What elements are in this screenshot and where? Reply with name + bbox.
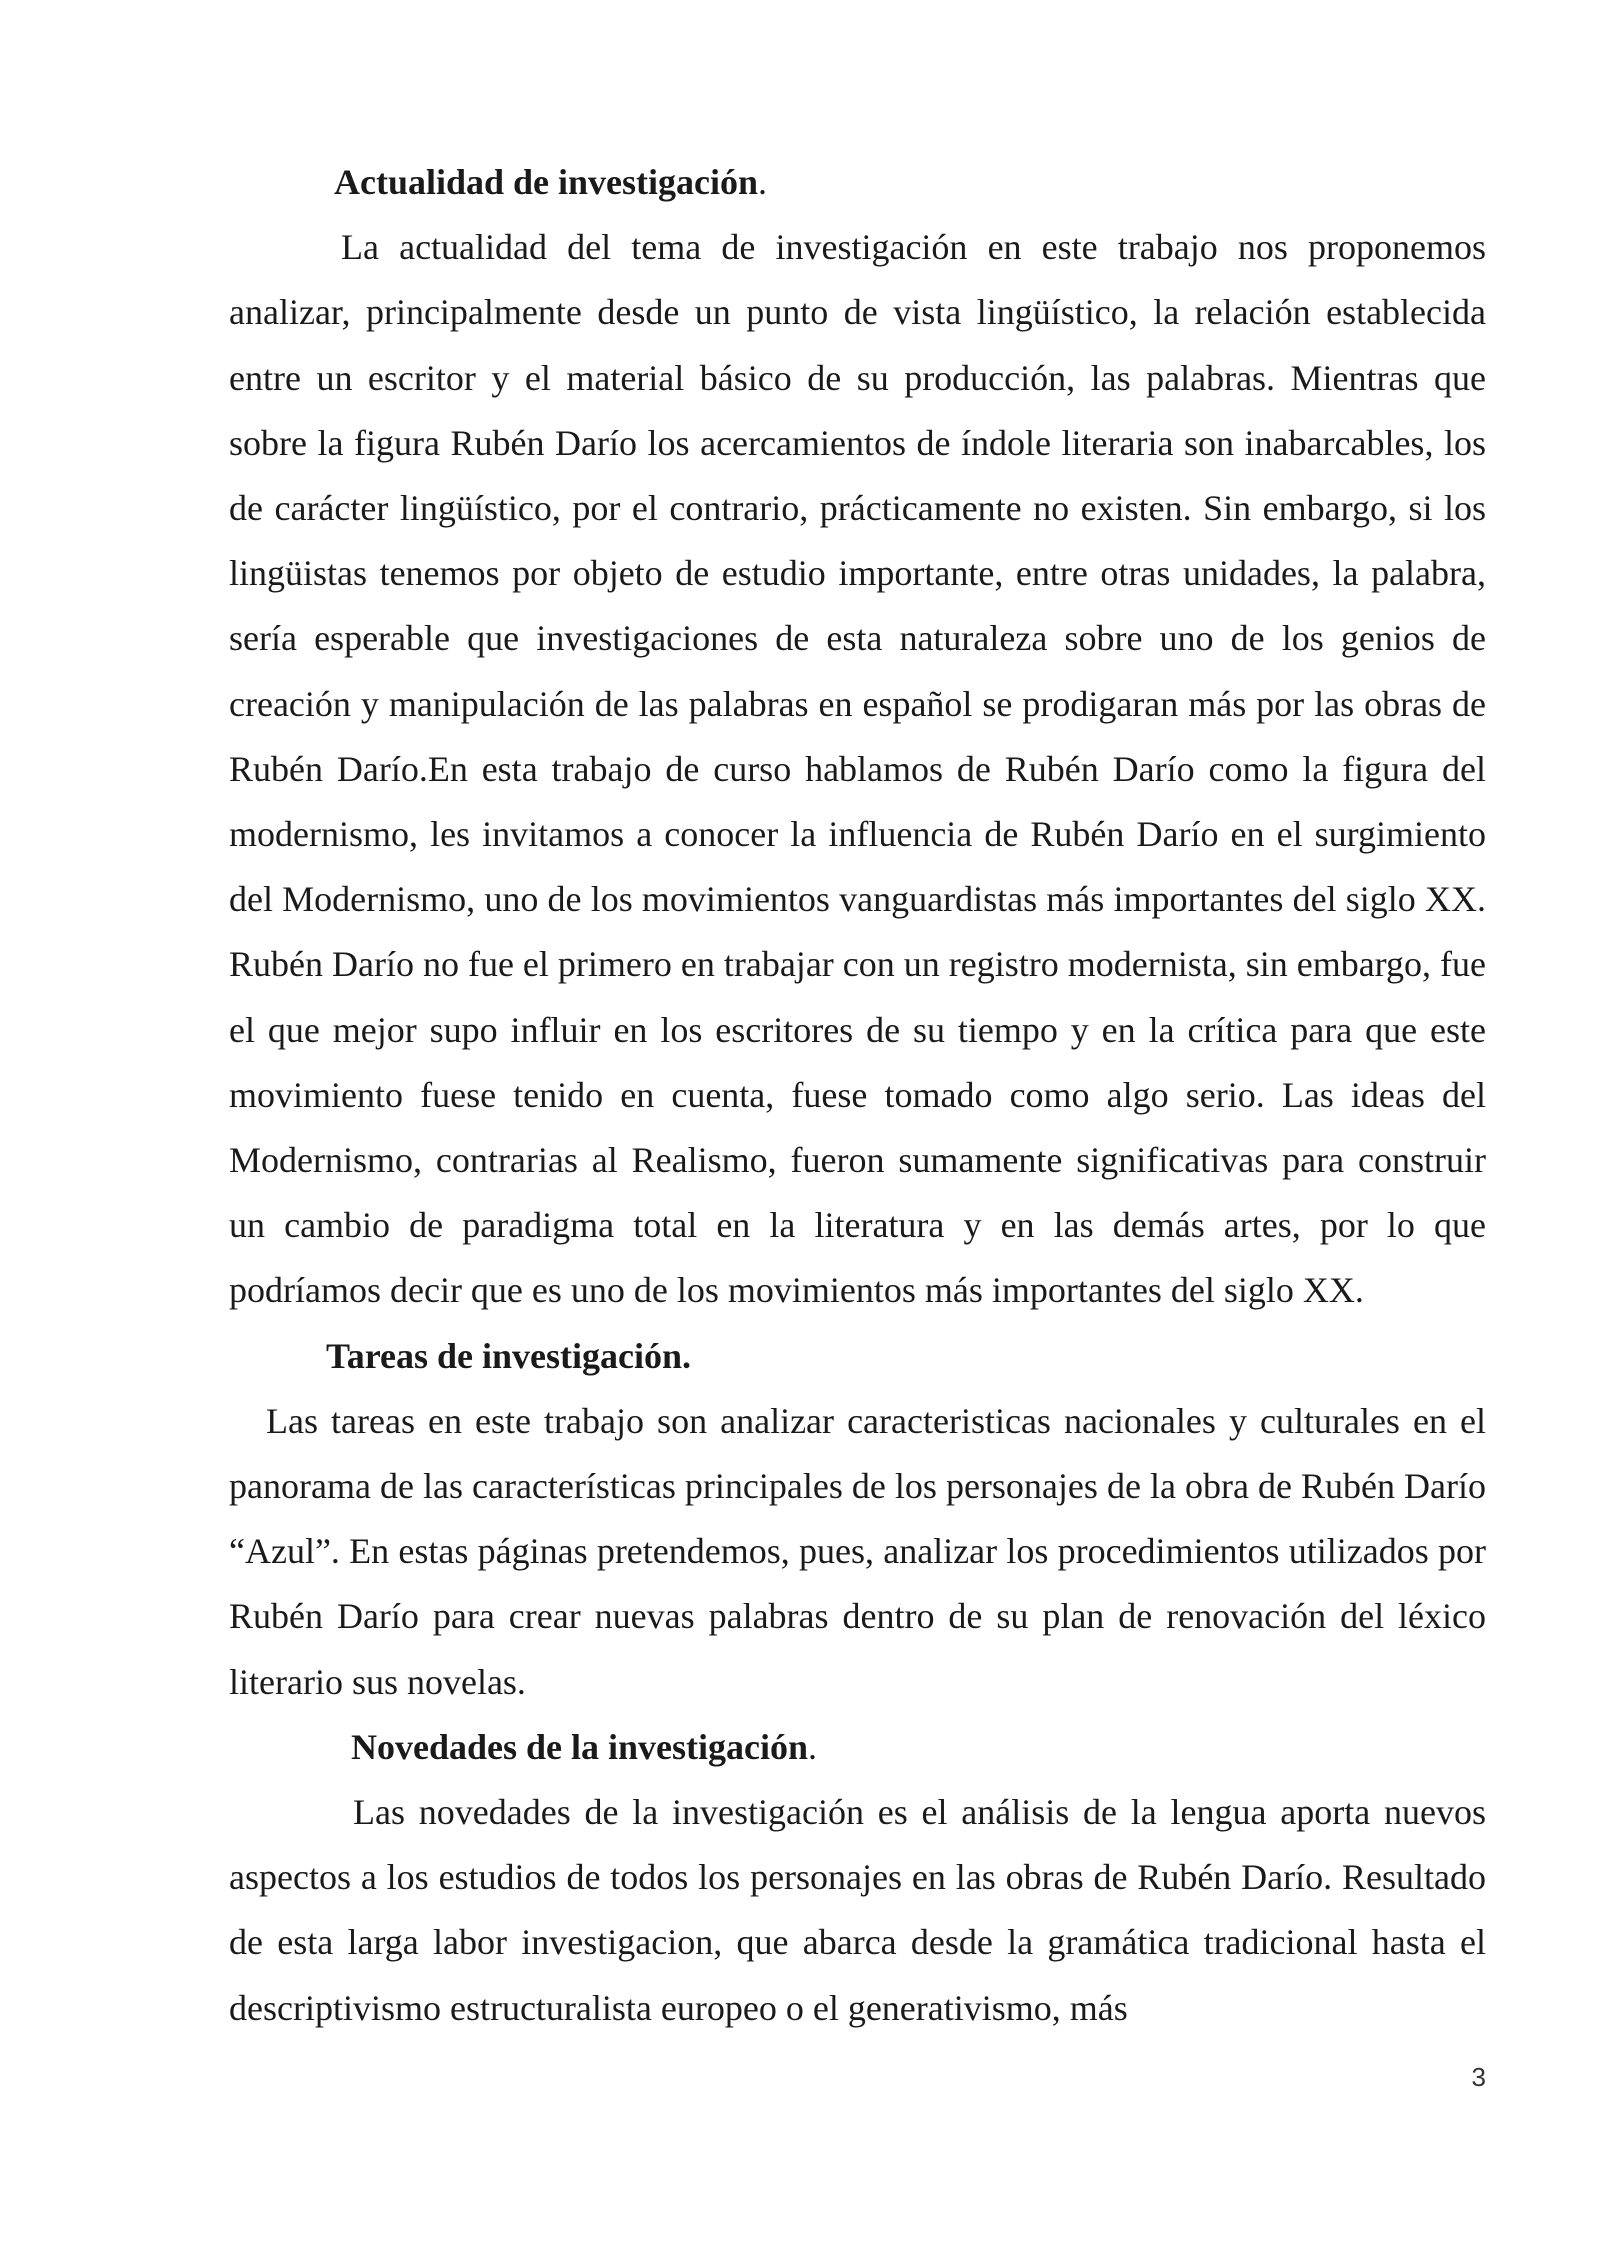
section-body-tareas: Las tareas en este trabajo son analizar caracteristicas nacionales y culturales en el panorama de las características principales de los personajes de la obra de Rubén Darío “Azul”. En estas páginas pretendemos, pues, analizar los procedimientos utilizados por Rubén Darío para crear nuevas palabras dentro de su plan de renovación del léxico literario sus novelas.	[229, 1400, 1486, 1702]
section-heading-actualidad-text: Actualidad de investigación	[334, 162, 759, 202]
section-heading-novedades-punct: .	[808, 1726, 818, 1767]
page-number: 3	[1471, 2062, 1486, 2092]
section-heading-actualidad	[229, 150, 1486, 215]
section-heading-novedades-text: Novedades de la investigación	[351, 1726, 809, 1767]
section-heading-actualidad-punct: .	[758, 162, 768, 202]
section-heading-novedades	[229, 1715, 1486, 1780]
section-body-novedades: Las novedades de la investigación es el análisis de la lengua aporta nuevos aspectos a los estudios de todos los personajes en las obras de Rubén Darío. Resultado de esta larga labor investigacion, que abarca desde la gramática tradicional hasta el descriptivismo estructuralista europeo o el generativismo, más	[229, 1792, 1486, 2028]
section-heading-tareas	[229, 1324, 1486, 1389]
page-content	[229, 150, 1486, 2041]
section-body-actualidad: La actualidad del tema de investigación en este trabajo nos proponemos analizar, principalmente desde un punto de vista lingüístico, la relación establecida entre un escritor y el material básico de su producción, las palabras. Mientras que sobre la figura Rubén Darío los acercamientos de índole literaria son inabarcables, los de carácter lingüístico, por el contrario, prácticamente no existen. Sin embargo, si los lingüistas tenemos por objeto de estudio importante, entre otras unidades, la palabra, sería esperable que investigaciones de esta naturaleza sobre uno de los genios de creación y manipulación de las palabras en español se prodigaran más por las obras de Rubén Darío.En esta trabajo de curso hablamos de Rubén Darío como la figura del modernismo, les invitamos a conocer la influencia de Rubén Darío en el surgimiento del Modernismo, uno de los movimientos vanguardistas más importantes del siglo XX. Rubén Darío no fue el primero en trabajar con un registro modernista, sin embargo, fue el que mejor supo influir en los escritores de su tiempo y en la crítica para que este movimiento fuese tenido en cuenta, fuese tomado como algo serio. Las ideas del Modernismo, contrarias al Realismo, fueron sumamente significativas para construir un cambio de paradigma total en la literatura y en las demás artes, por lo que podríamos decir que es uno de los movimientos más importantes del siglo XX.	[229, 227, 1486, 1311]
section-heading-tareas-text: Tareas de investigación.	[326, 1335, 692, 1376]
